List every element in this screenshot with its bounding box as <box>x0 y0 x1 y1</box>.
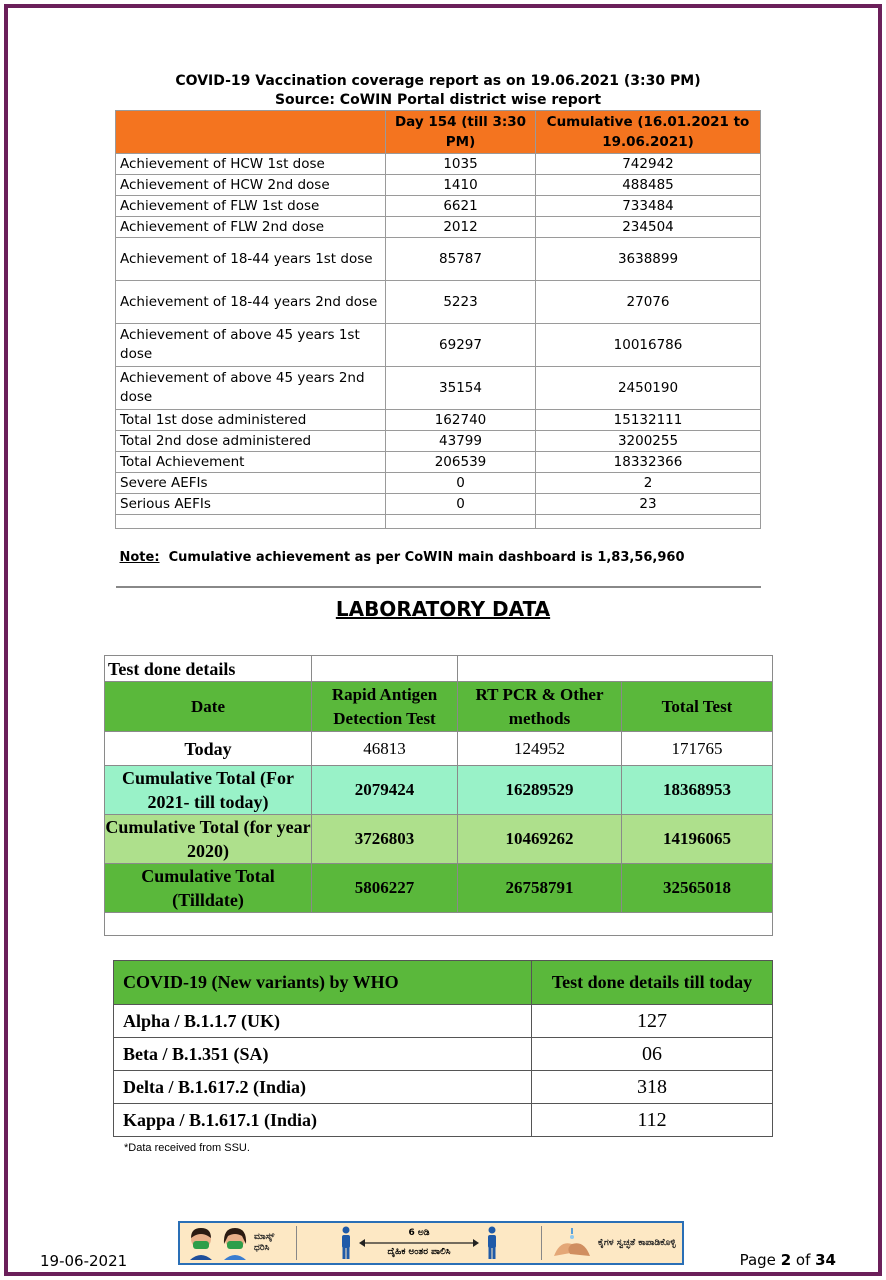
lab-cell: 3726803 <box>312 815 458 864</box>
vaccination-cumulative-value: 742942 <box>536 154 761 175</box>
variant-count: 112 <box>532 1104 773 1137</box>
vaccination-row-label: Serious AEFIs <box>116 494 386 515</box>
lab-header-total: Total Test <box>622 682 773 732</box>
lab-row-label: Cumulative Total (Tilldate) <box>105 864 312 913</box>
vaccination-cumulative-value: 234504 <box>536 217 761 238</box>
vaccination-row <box>116 494 761 515</box>
lab-cell: 16289529 <box>458 766 622 815</box>
lab-cell: 2079424 <box>312 766 458 815</box>
vaccination-row-label: Total Achievement <box>116 452 386 473</box>
vaccination-day-value: 0 <box>386 473 536 494</box>
lab-row-label: Today <box>105 732 312 766</box>
lab-header-rtpcr: RT PCR & Other methods <box>458 682 622 732</box>
variant-row <box>114 1038 773 1071</box>
vaccination-day-value: 35154 <box>386 367 536 410</box>
header-blank <box>116 111 386 154</box>
lab-header-date: Date <box>105 682 312 732</box>
vaccination-row-label: Severe AEFIs <box>116 473 386 494</box>
lab-cell: 171765 <box>622 732 773 766</box>
mask-section <box>186 1223 288 1263</box>
handwash-section <box>550 1223 676 1263</box>
variants-header-value: Test done details till today <box>532 961 773 1005</box>
vaccination-cumulative-value: 18332366 <box>536 452 761 473</box>
vaccination-cumulative-value: 733484 <box>536 196 761 217</box>
vaccination-day-value: 162740 <box>386 410 536 431</box>
distance-section <box>305 1226 533 1260</box>
vaccination-day-value: 206539 <box>386 452 536 473</box>
vaccination-row <box>116 196 761 217</box>
vaccination-row-label: Achievement of 18-44 years 2nd dose <box>116 281 386 324</box>
vaccination-note: Note: Cumulative achievement as per CoWIN main dashboard is 1,83,56,960 <box>116 529 761 587</box>
vaccination-cumulative-value: 3638899 <box>536 238 761 281</box>
lab-cell: 26758791 <box>458 864 622 913</box>
vaccination-day-value: 2012 <box>386 217 536 238</box>
variant-name: Beta / B.1.351 (SA) <box>114 1038 532 1071</box>
variant-count: 318 <box>532 1071 773 1104</box>
lab-cell: 18368953 <box>622 766 773 815</box>
lab-cell: 46813 <box>312 732 458 766</box>
lab-cell: 124952 <box>458 732 622 766</box>
vaccination-row <box>116 367 761 410</box>
vaccination-cumulative-value: 15132111 <box>536 410 761 431</box>
vaccination-row <box>116 452 761 473</box>
vaccination-row <box>116 154 761 175</box>
variant-row <box>114 1005 773 1038</box>
mask-text: ಮಾಸ್ಕ್ ಧರಿಸಿ <box>254 1232 275 1253</box>
variant-name: Delta / B.1.617.2 (India) <box>114 1071 532 1104</box>
variant-name: Kappa / B.1.617.1 (India) <box>114 1104 532 1137</box>
vaccination-row-label: Achievement of HCW 1st dose <box>116 154 386 175</box>
vaccination-row <box>116 217 761 238</box>
lab-header-rat: Rapid Antigen Detection Test <box>312 682 458 732</box>
vaccination-cumulative-value: 23 <box>536 494 761 515</box>
vaccination-row-label: Total 1st dose administered <box>116 410 386 431</box>
variant-row <box>114 1071 773 1104</box>
vaccination-cumulative-value: 3200255 <box>536 431 761 452</box>
lab-cell: 32565018 <box>622 864 773 913</box>
vaccination-cumulative-value: 2 <box>536 473 761 494</box>
vaccination-row <box>116 324 761 367</box>
vaccination-day-value: 5223 <box>386 281 536 324</box>
lab-cell: 5806227 <box>312 864 458 913</box>
header-cumulative: Cumulative (16.01.2021 to 19.06.2021) <box>536 111 761 154</box>
vaccination-row <box>116 175 761 196</box>
variants-table <box>113 960 773 1137</box>
vaccination-day-value: 1410 <box>386 175 536 196</box>
covid-appropriate-behaviour-banner <box>178 1221 684 1265</box>
vaccination-row-label: Achievement of HCW 2nd dose <box>116 175 386 196</box>
vaccination-cumulative-value: 10016786 <box>536 324 761 367</box>
vaccination-day-value: 69297 <box>386 324 536 367</box>
vaccination-day-value: 43799 <box>386 431 536 452</box>
person-icon <box>339 1226 353 1260</box>
variant-count: 127 <box>532 1005 773 1038</box>
lab-row-label: Cumulative Total (for year 2020) <box>105 815 312 864</box>
footer-date: 19-06-2021 <box>40 1252 128 1270</box>
person-icon <box>485 1226 499 1260</box>
vaccination-cumulative-value: 27076 <box>536 281 761 324</box>
vaccination-row-label: Achievement of FLW 1st dose <box>116 196 386 217</box>
handwash-icon <box>550 1226 594 1260</box>
handwash-text: ಕೈಗಳ ಸ್ವಚ್ಛತೆ ಕಾಪಾಡಿಕೊಳ್ಳಿ <box>598 1237 676 1248</box>
variants-footnote: *Data received from SSU. <box>124 1142 250 1154</box>
vaccination-row <box>116 410 761 431</box>
vaccination-row <box>116 473 761 494</box>
vaccination-row-label: Achievement of 18-44 years 1st dose <box>116 238 386 281</box>
vaccination-row <box>116 431 761 452</box>
distance-text: ದೈಹಿಕ ಅಂತರ ಪಾಲಿಸಿ <box>387 1247 451 1257</box>
lab-cell: 10469262 <box>458 815 622 864</box>
header-day: Day 154 (till 3:30 PM) <box>386 111 536 154</box>
masked-face-icon <box>220 1226 250 1260</box>
vaccination-row-label: Total 2nd dose administered <box>116 431 386 452</box>
variant-row <box>114 1104 773 1137</box>
lab-caption: Test done details <box>105 656 312 682</box>
vaccination-row-label: Achievement of above 45 years 1st dose <box>116 324 386 367</box>
vaccination-cumulative-value: 488485 <box>536 175 761 196</box>
lab-row-label: Cumulative Total (For 2021- till today) <box>105 766 312 815</box>
distance-label: 6 ಅಡಿ <box>408 1228 430 1238</box>
vaccination-cumulative-value: 2450190 <box>536 367 761 410</box>
vaccination-table <box>115 70 761 588</box>
masked-face-icon <box>186 1226 216 1260</box>
vaccination-day-value: 0 <box>386 494 536 515</box>
variant-name: Alpha / B.1.1.7 (UK) <box>114 1005 532 1038</box>
vaccination-row <box>116 238 761 281</box>
vaccination-row <box>116 281 761 324</box>
vaccination-row-label: Achievement of FLW 2nd dose <box>116 217 386 238</box>
variant-count: 06 <box>532 1038 773 1071</box>
vaccination-row-label: Achievement of above 45 years 2nd dose <box>116 367 386 410</box>
page-number: Page 2 of 34 <box>739 1251 836 1269</box>
variants-header-name: COVID-19 (New variants) by WHO <box>114 961 532 1005</box>
double-arrow-icon <box>359 1239 479 1247</box>
vaccination-day-value: 6621 <box>386 196 536 217</box>
lab-cell: 14196065 <box>622 815 773 864</box>
vaccination-title: COVID-19 Vaccination coverage report as on 19.06.2021 (3:30 PM) Source: CoWIN Portal district wise report <box>175 73 701 108</box>
vaccination-day-value: 85787 <box>386 238 536 281</box>
lab-title: LABORATORY DATA <box>335 597 551 621</box>
vaccination-day-value: 1035 <box>386 154 536 175</box>
lab-table <box>104 655 773 936</box>
